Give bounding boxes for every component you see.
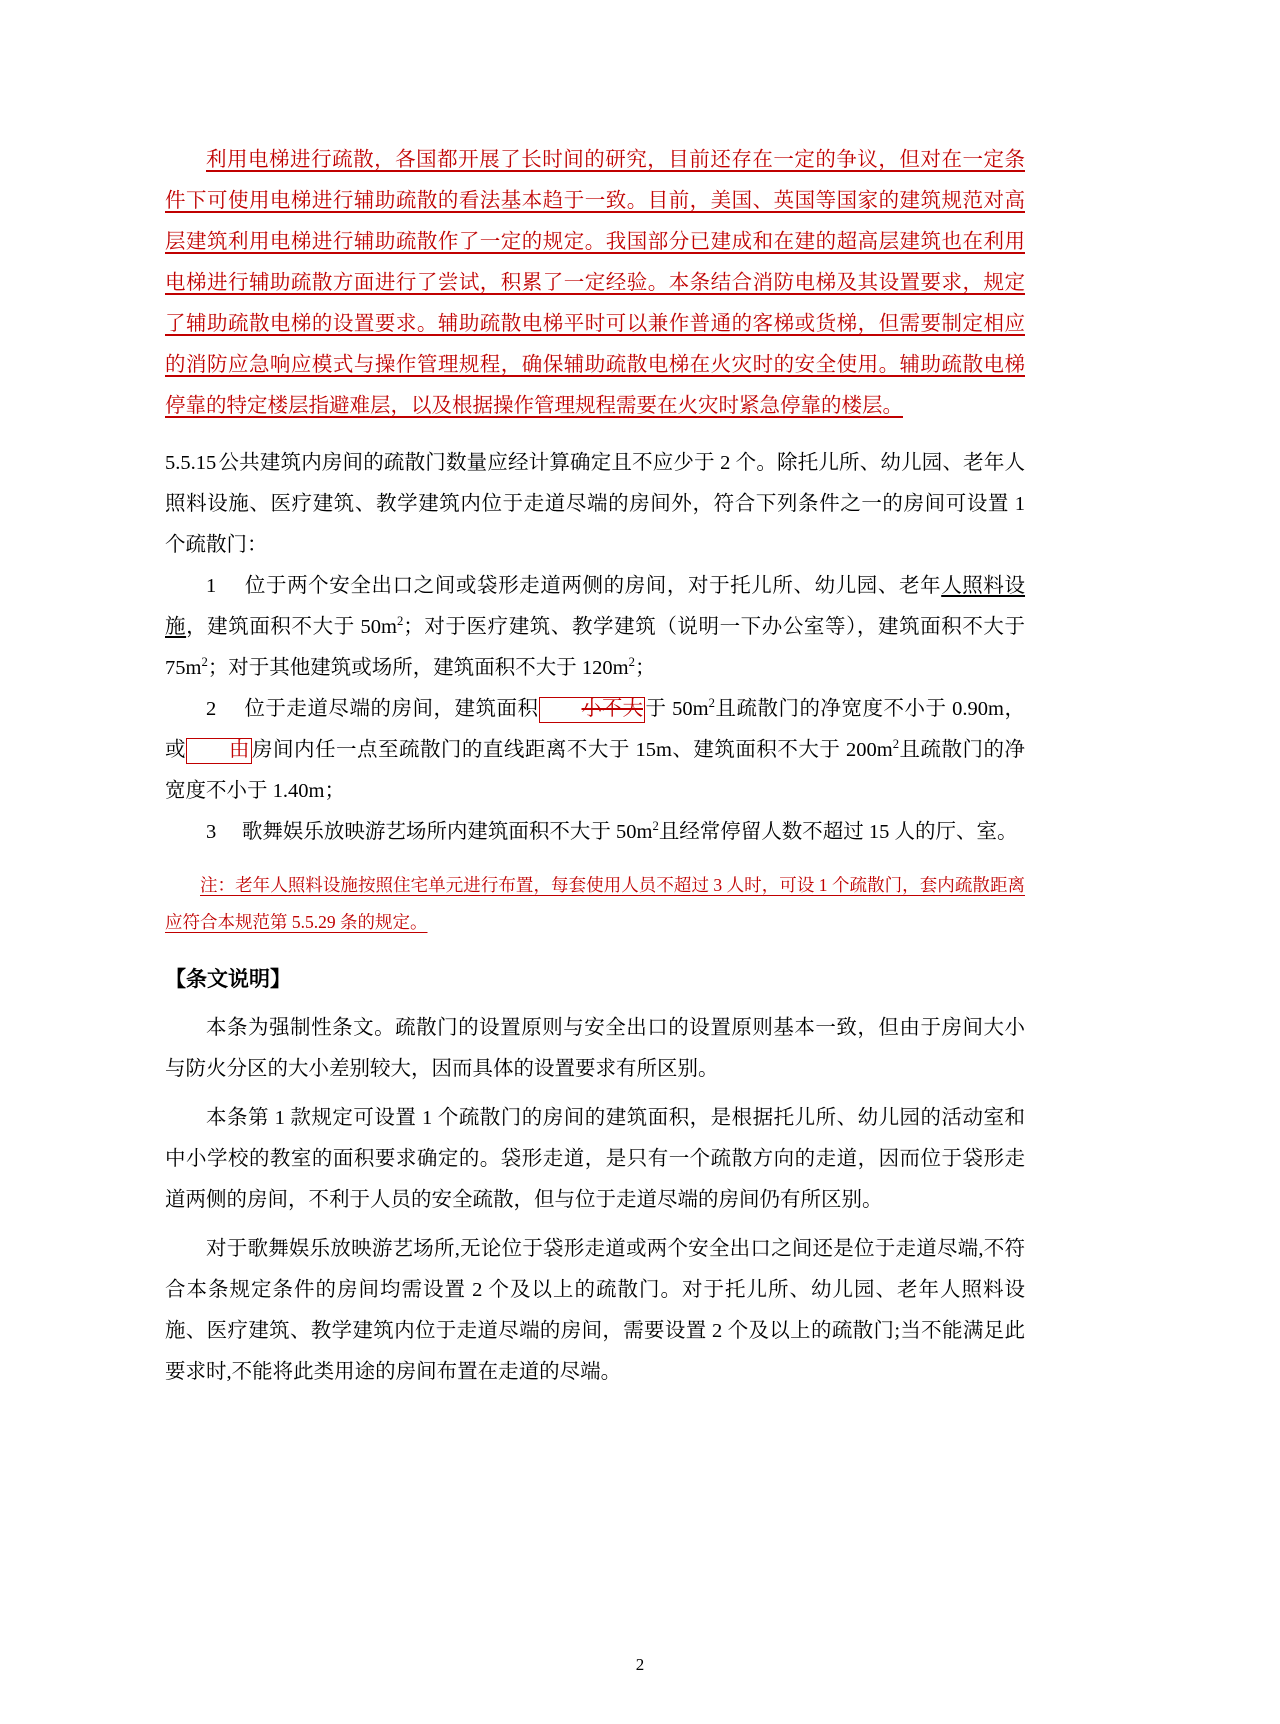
superscript: 2 [652,819,659,834]
list-item-label: 3 [206,821,217,843]
explanation-paragraph: 本条第 1 款规定可设置 1 个疏散门的房间的建筑面积，是根据托儿所、幼儿园的活动室和中小学校的教室的面积要求确定的。袋形走道，是只有一个疏散方向的走道，因而位于袋形走道两侧的房间，不利于人员的安全疏散，但与位于走道尽端的房间仍有所区别。 [165,1107,1025,1211]
revision-paragraph-block [165,140,1025,427]
list-item: 2 位于走道尽端的房间，建筑面积 小不大于 $50m^2$且疏散门的净宽度不小于 0.90m，或 由房间内任一点至疏散门的直线距离不大于 15m、建筑面积不大于 $200m^2$且疏散门的净宽度不小于 1.40m； [165,696,1026,802]
list-item: 3 歌舞娱乐放映游艺场所内建筑面积不大于 $50m^2$且经常停留人数不超过 15 人的厅、室。 [206,819,1018,843]
clause-paragraph [165,443,1025,566]
deleted-text: 不大 [602,698,643,720]
deleted-text: 小 [581,698,602,720]
edit-marker-boxed [539,697,646,723]
superscript: 2 [892,737,900,752]
edit-marker-boxed: 由 [186,738,252,764]
list-item-label: 2 [206,698,217,720]
clause-text: 公共建筑内房间的疏散门数量应经计算确定且不应少于 2 个。除托儿所、幼儿园、老年人照料设施、医疗建筑、教学建筑内位于走道尽端的房间外，符合下列条件之一的房间可设置 1 个疏散门： [165,452,1025,556]
underlined-term: 人照料设施 [165,575,1026,638]
list-item-label: 1 [206,575,217,597]
note-block [165,867,1025,941]
page-content [165,140,1025,1393]
note-text: 注：老年人照料设施按照住宅单元进行布置，每套使用人员不超过 3 人时，可设 1 个疏散门，套内疏散距离应符合本规范第 5.5.29 条的规定。 [165,875,1025,932]
list-item: 1 位于两个安全出口之间或袋形走道两侧的房间，对于托儿所、幼儿园、老年人照料设施，建筑面积不大于 $50m^2$；对于医疗建筑、教学建筑（说明一下办公室等），建筑面积不大于 $75m^2$；对于其他建筑或场所，建筑面积不大于 $120m^2$； [165,575,1026,679]
revision-paragraph: 利用电梯进行疏散，各国都开展了长时间的研究，目前还存在一定的争议，但对在一定条件下可使用电梯进行辅助疏散的看法基本趋于一致。目前，美国、英国等国家的建筑规范对高层建筑利用电梯进行辅助疏散作了一定的规定。我国部分已建成和在建的超高层建筑也在利用电梯进行辅助疏散方面进行了尝试，积累了一定经验。本条结合消防电梯及其设置要求，规定了辅助疏散电梯的设置要求。辅助疏散电梯平时可以兼作普通的客梯或货梯，但需要制定相应的消防应急响应模式与操作管理规程，确保辅助疏散电梯在火灾时的安全使用。辅助疏散电梯停靠的特定楼层指避难层，以及根据操作管理规程需要在火灾时紧急停靠的楼层。 [165,149,1025,417]
superscript: 2 [708,696,715,711]
superscript: 2 [201,655,208,670]
page-number: 2 [635,1655,645,1674]
explanation-heading: 【条文说明】 [165,967,291,991]
superscript: 2 [396,614,404,629]
explanation-paragraph: 对于歌舞娱乐放映游艺场所,无论位于袋形走道或两个安全出口之间还是位于走道尽端,不符合本条规定条件的房间均需设置 2 个及以上的疏散门。对于托儿所、幼儿园、老年人照料设施、医疗建筑、教学建筑内位于走道尽端的房间，需要设置 2 个及以上的疏散门;当不能满足此要求时,不能将此类用途的房间布置在走道的尽端。 [165,1238,1025,1383]
clause-number: 5.5.15 [165,452,217,474]
superscript: 2 [628,655,635,670]
explanation-paragraph: 本条为强制性条文。疏散门的设置原则与安全出口的设置原则基本一致，但由于房间大小与防火分区的大小差别较大，因而具体的设置要求有所区别。 [165,1017,1025,1080]
